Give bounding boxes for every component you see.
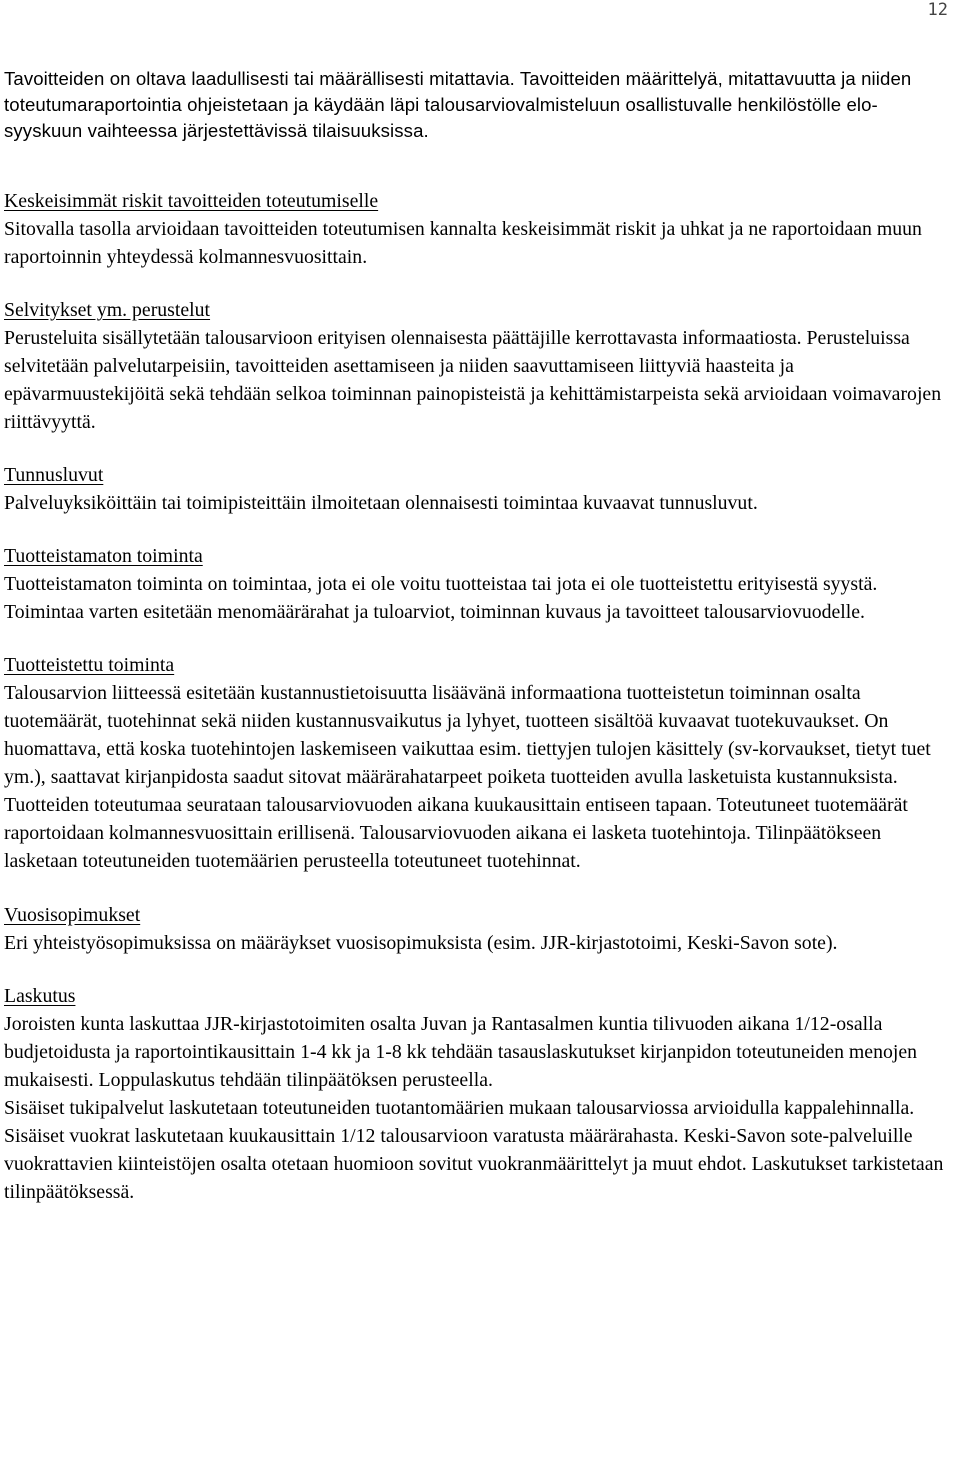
section-paragraph: Sitovalla tasolla arvioidaan tavoitteiden toteutumisen kannalta keskeisimmät riskit ja uhkat ja ne raportoidaan muun raportoinnin yhteydessä kolmannesvuosittain.	[4, 218, 922, 268]
section-key-figures	[4, 461, 956, 517]
section-paragraph: Perusteluita sisällytetään talousarvioon erityisen olennaisesta päättäjille kerrottavasta informaatiosta. Perusteluissa selvitetään palvelutarpeisiin, tavoitteiden asettamiseen ja niiden saavuttamiseen liittyviä haasteita ja epävarmuustekijöitä sekä tehdään selkoa toiminnan painopisteistä ja kehittämistarpeista sekä arvioidaan voimavarojen riittävyyttä.	[4, 327, 942, 433]
section-paragraph: Tuotteiden toteutumaa seurataan talousarviovuoden aikana kuukausittain entiseen tapaan. Toteutuneet tuotemäärät raportoidaan kolmannesvuosittain erillisenä. Talousarviovuoden aikana ei lasketa tuotehintoja. Tilinpäätökseen lasketaan toteutuneiden tuotemäärien perusteella toteutuneet tuotehinnat.	[4, 794, 908, 872]
section-invoicing	[4, 982, 956, 1206]
section-heading: Keskeisimmät riskit tavoitteiden toteutumiselle	[4, 190, 379, 212]
section-paragraph: Sisäiset tukipalvelut laskutetaan toteutuneiden tuotantomäärien mukaan talousarviossa arvioidulla kappalehinnalla. Sisäiset vuokrat laskutetaan kuukausittain 1/12 talousarvioon varatusta määrärahasta. Keski-Savon sote-palveluille vuokrattavien kiinteistöjen osalta otetaan huomioon sovitut vuokranmäärittelyt ja muut ehdot. Laskutukset tarkistetaan tilinpäätöksessä.	[4, 1097, 944, 1203]
section-justifications	[4, 296, 956, 436]
section-productized	[4, 651, 956, 875]
section-heading: Tuotteistettu toiminta	[4, 654, 175, 676]
section-annual-agreements	[4, 901, 956, 957]
section-paragraph: Eri yhteistyösopimuksissa on määräykset vuosisopimuksista (esim. JJR-kirjastotoimi, Keski-Savon sote).	[4, 932, 838, 954]
section-heading: Laskutus	[4, 985, 76, 1007]
document-body	[4, 66, 956, 1206]
section-paragraph: Talousarvion liitteessä esitetään kustannustietoisuutta lisäävänä informaationa tuotteistetun toiminnan osalta tuotemäärät, tuotehinnat sekä niiden kustannusvaikutus ja lyhyet, tuotteen sisältöä kuvaavat tuotekuvaukset. On huomattava, että koska tuotehintojen laskemiseen vaikuttaa esim. tiettyjen tulojen käsittely (sv-korvaukset, tietyt tuet ym.), saattavat kirjanpidosta saadut sitovat määrärahatarpeet poiketa tuotteiden avulla lasketuista kustannuksista.	[4, 682, 931, 788]
section-heading: Tunnusluvut	[4, 464, 104, 486]
page-number: 12	[927, 0, 948, 20]
intro-paragraph: Tavoitteiden on oltava laadullisesti tai määrällisesti mitattavia. Tavoitteiden määrittelyä, mitattavuutta ja niiden toteutumaraportointia ohjeistetaan ja käydään läpi talousarviovalmisteluun osallistuvalle henkilöstölle elo-syyskuun vaihteessa järjestettävissä tilaisuuksissa.	[4, 68, 912, 141]
section-heading: Tuotteistamaton toiminta	[4, 545, 203, 567]
section-paragraph: Joroisten kunta laskuttaa JJR-kirjastotoimiten osalta Juvan ja Rantasalmen kuntia tilivuoden aikana 1/12-osalla budjetoidusta ja raportointikausittain 1-4 kk ja 1-8 kk tehdään tasauslaskutukset kirjanpidon toteutuneiden menojen mukaisesti. Loppulaskutus tehdään tilinpäätöksen perusteella.	[4, 1013, 918, 1091]
section-heading: Vuosisopimukset	[4, 904, 141, 926]
section-paragraph: Palveluyksiköittäin tai toimipisteittäin ilmoitetaan olennaisesti toimintaa kuvaavat tunnusluvut.	[4, 492, 758, 514]
section-risks	[4, 187, 956, 271]
section-heading: Selvitykset ym. perustelut	[4, 299, 211, 321]
section-paragraph: Tuotteistamaton toiminta on toimintaa, jota ei ole voitu tuotteistaa tai jota ei ole tuotteistettu erityisestä syystä. Toimintaa varten esitetään menomäärärahat ja tuloarviot, toiminnan kuvaus ja tavoitteet talousarviovuodelle.	[4, 573, 878, 623]
section-non-productized	[4, 542, 956, 626]
